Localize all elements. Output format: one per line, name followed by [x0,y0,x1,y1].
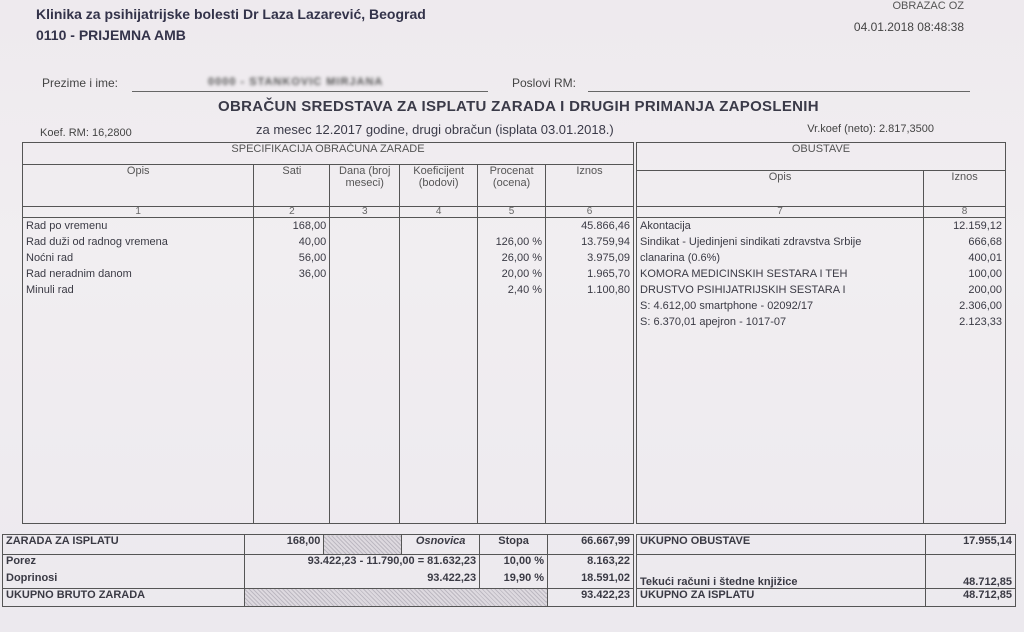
table-row-opis: Noćni rad [26,252,74,264]
doprinosi-iznos: 18.591,02 [548,572,634,589]
earnings-opis-column [23,218,254,524]
koef-rm: Koef. RM: 16,2800 [40,127,132,139]
col-number: 6 [546,207,634,218]
deduction-row-opis: Sindikat - Ujedinjeni sindikati zdravstva Srbije [640,236,862,248]
earnings-sati-column [254,218,330,524]
table-row-opis: Minuli rad [26,284,74,296]
table-row-procenat: 26,00 % [501,252,543,264]
earnings-procenat-column [478,218,546,524]
porez-formula: 93.422,23 - 11.790,00 = 81.632,23 [244,555,480,572]
col-header-koeficijent: Koeficijent (bodovi) [400,165,478,207]
deduction-row-opis: S: 6.370,01 apejron - 1017-07 [640,316,787,328]
deduction-row-opis: S: 4.612,00 smartphone - 02092/17 [640,300,814,312]
deduction-row-iznos: 400,01 [968,252,1002,264]
shaded-cell [324,535,402,555]
col-number: 8 [924,207,1006,218]
table-row-iznos: 45.866,46 [581,220,630,232]
zarada-label: ZARADA ZA ISPLATU [3,535,245,555]
deductions-totals-table [636,534,1016,607]
deduction-row-opis: KOMORA MEDICINSKIH SESTARA I TEH [640,268,848,280]
porez-stopa: 10,00 % [480,555,548,572]
col-header-opis: Opis [637,171,924,207]
zarada-iznos: 66.667,99 [548,535,634,555]
deductions-iznos-column [924,218,1006,524]
deductions-section-title: OBUSTAVE [637,143,1006,171]
vr-koef: Vr.koef (neto): 2.817,3500 [807,123,934,135]
col-header-iznos: Iznos [924,171,1006,207]
table-row-opis: Rad po vremenu [26,220,108,232]
institution-name: Klinika za psihijatrijske bolesti Dr Laza Lazarević, Beograd [36,6,426,22]
col-header-iznos: Iznos [546,165,634,207]
table-row-iznos: 13.759,94 [581,236,630,248]
deduction-row-iznos: 200,00 [968,284,1002,296]
deduction-row-iznos: 100,00 [968,268,1002,280]
porez-label: Porez [3,555,245,572]
tekuci-value: 48.712,85 [926,555,1016,589]
col-header-dana: Dana (broj meseci) [330,165,400,207]
table-row-sati: 168,00 [292,220,327,232]
shaded-cell [244,589,548,607]
table-row-iznos: 1.100,80 [587,284,630,296]
porez-iznos: 8.163,22 [548,555,634,572]
deduction-row-iznos: 2.123,33 [959,316,1002,328]
stopa-label: Stopa [480,535,548,555]
table-row-procenat: 2,40 % [507,284,543,296]
earnings-totals-table [2,534,634,607]
earnings-section-title: SPECIFIKACIJA OBRAČUNA ZARADE [23,143,634,165]
table-row-sati: 40,00 [298,236,327,248]
table-row-opis: Rad duži od radnog vremena [26,236,168,248]
deduction-row-iznos: 666,68 [968,236,1002,248]
osnovica-label: Osnovica [402,535,480,555]
job-label: Poslovi RM: [512,76,577,90]
table-row-iznos: 1.965,70 [587,268,630,280]
ukupno-isplata-value: 48.712,85 [926,589,1016,607]
bruto-iznos: 93.422,23 [548,589,634,607]
table-row-iznos: 3.975,09 [587,252,630,264]
doprinosi-osnovica: 93.422,23 [244,572,480,589]
table-row-sati: 36,00 [298,268,327,280]
col-number: 5 [478,207,546,218]
ukupno-obustave-label: UKUPNO OBUSTAVE [637,535,926,555]
col-header-opis: Opis [23,165,254,207]
document-subtitle: za mesec 12.2017 godine, drugi obračun (isplata 03.01.2018.) [256,122,614,137]
deductions-opis-column [637,218,924,524]
earnings-table [22,142,634,524]
doprinosi-stopa: 19,90 % [480,572,548,589]
col-header-sati: Sati [254,165,330,207]
document-title: OBRAČUN SREDSTAVA ZA ISPLATU ZARADA I DRUGIH PRIMANJA ZAPOSLENIH [218,98,819,115]
job-underline [588,90,970,92]
tekuci-label: Tekući računi i štedne knjižice [637,555,926,589]
col-number: 1 [23,207,254,218]
table-row-opis: Rad neradnim danom [26,268,132,280]
earnings-dana-column [330,218,400,524]
earnings-koef-column [400,218,478,524]
deductions-table [636,142,1006,524]
ukupno-isplata-label: UKUPNO ZA ISPLATU [637,589,926,607]
col-number: 7 [637,207,924,218]
deduction-row-opis: DRUSTVO PSIHIJATRIJSKIH SESTARA I [640,284,846,296]
col-number: 3 [330,207,400,218]
print-datetime: 04.01.2018 08:48:38 [853,20,964,34]
col-number: 2 [254,207,330,218]
table-row-procenat: 126,00 % [495,236,543,248]
col-number: 4 [400,207,478,218]
zarada-sati: 168,00 [244,535,324,555]
deduction-row-opis: Akontacija [640,220,691,232]
deduction-row-iznos: 12.159,12 [953,220,1002,232]
deduction-row-iznos: 2.306,00 [959,300,1002,312]
form-code: OBRAZAC OZ [892,0,964,12]
table-row-sati: 56,00 [298,252,327,264]
col-header-procenat: Procenat (ocena) [478,165,546,207]
table-row-procenat: 20,00 % [501,268,543,280]
doprinosi-label: Doprinosi [3,572,245,589]
ukupno-obustave-value: 17.955,14 [926,535,1016,555]
earnings-iznos-column [546,218,634,524]
deduction-row-opis: clanarina (0.6%) [640,252,721,264]
name-value-redacted: 0000 - STANKOVIC MIRJANA [208,76,384,88]
unit-name: 0110 - PRIJEMNA AMB [36,27,186,43]
name-label: Prezime i ime: [42,76,119,90]
bruto-label: UKUPNO BRUTO ZARADA [3,589,245,607]
name-underline [132,90,488,92]
